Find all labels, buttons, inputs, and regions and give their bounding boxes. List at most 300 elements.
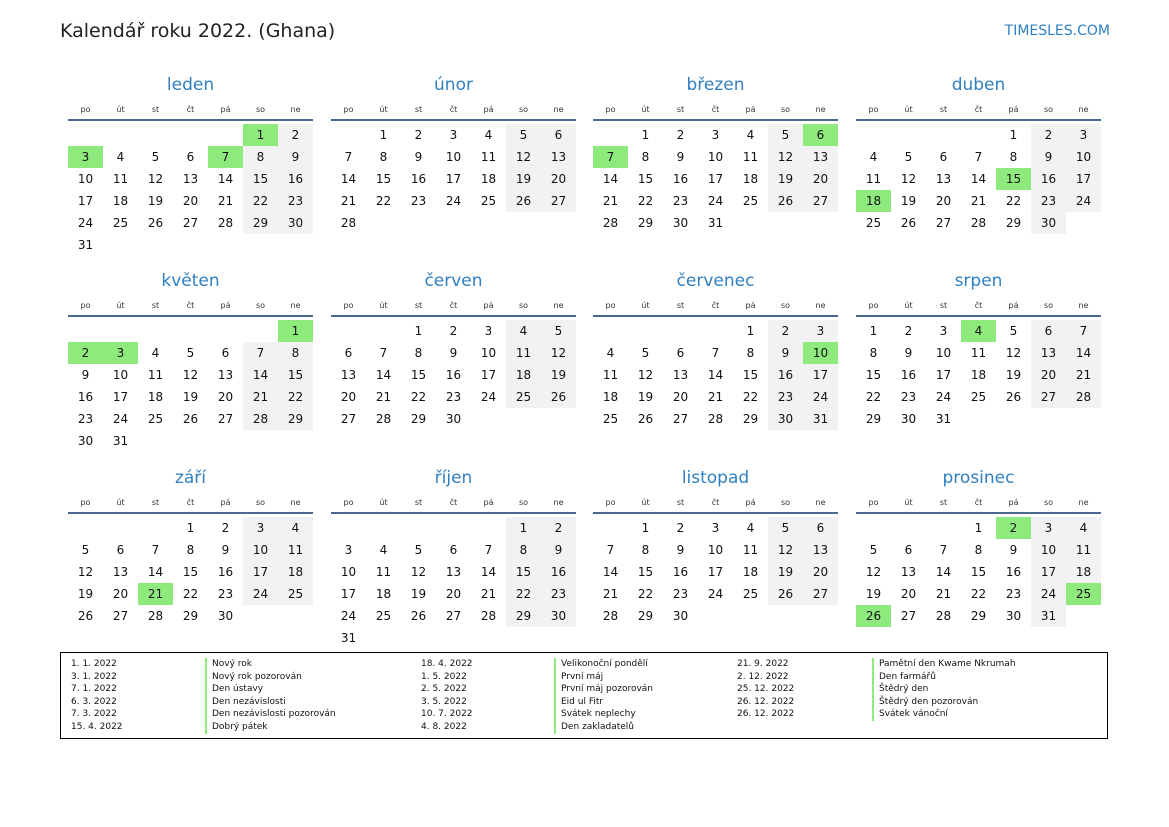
weekday-label: út	[116, 497, 125, 507]
weekday-label: so	[780, 497, 791, 507]
day-cell: 30	[672, 609, 689, 623]
day-cell: 14	[375, 368, 392, 382]
day-cell: 9	[449, 346, 458, 360]
day-cell: 2	[541, 517, 576, 539]
holiday-name: Štědrý den pozorován	[872, 696, 1016, 709]
holiday-date: 26. 12. 2022	[737, 709, 795, 720]
day-cell: 8	[506, 539, 541, 561]
holiday-name: Den nezávislosti pozorován	[205, 708, 336, 721]
day-cell: 19	[147, 194, 164, 208]
header-divider	[331, 512, 576, 514]
weekday-label: so	[255, 497, 266, 507]
weekday-label: po	[868, 300, 879, 310]
day-cell: 9	[221, 543, 230, 557]
day-cell: 8	[974, 543, 983, 557]
legend-names-column	[554, 658, 653, 734]
weekday-label: pá	[220, 300, 231, 310]
day-cell: 11	[112, 172, 129, 186]
day-cell: 27	[445, 609, 462, 623]
day-cell: 8	[414, 346, 423, 360]
empty-cell	[68, 124, 103, 146]
holiday-day-cell: 1	[243, 124, 278, 146]
holiday-day-cell: 15	[996, 168, 1031, 190]
day-cell: 30	[768, 408, 803, 430]
weekday-header	[856, 100, 1101, 118]
day-cell: 30	[1005, 609, 1022, 623]
weekday-label: ne	[815, 300, 826, 310]
day-cell: 19	[410, 587, 427, 601]
day-cell: 10	[77, 172, 94, 186]
day-cell: 3	[1031, 517, 1066, 539]
day-grid	[331, 320, 576, 430]
day-cell: 31	[112, 434, 129, 448]
legend-dates-column	[71, 658, 123, 734]
day-cell: 23	[77, 412, 94, 426]
day-cell: 4	[869, 150, 878, 164]
day-cell: 27	[340, 412, 357, 426]
month-listopad	[593, 463, 838, 627]
day-cell: 14	[602, 565, 619, 579]
day-cell: 16	[1005, 565, 1022, 579]
day-cell: 10	[243, 539, 278, 561]
weekday-label: ne	[553, 300, 564, 310]
day-cell: 2	[904, 324, 913, 338]
day-cell: 3	[711, 128, 720, 142]
holiday-name: Svátek neplechy	[554, 708, 653, 721]
day-cell: 10	[707, 150, 724, 164]
day-cell: 13	[1031, 342, 1066, 364]
day-cell: 28	[147, 609, 164, 623]
empty-cell	[856, 124, 891, 146]
day-cell: 11	[480, 150, 497, 164]
weekday-label: st	[939, 300, 948, 310]
day-cell: 31	[707, 216, 724, 230]
day-cell: 6	[221, 346, 230, 360]
empty-cell	[138, 320, 173, 342]
holiday-name: Velikonoční pondělí	[554, 658, 653, 671]
holiday-day-cell: 2	[68, 342, 103, 364]
empty-cell	[331, 124, 366, 146]
day-cell: 4	[746, 128, 755, 142]
day-cell: 18	[1066, 561, 1101, 583]
empty-cell	[401, 517, 436, 539]
header-divider	[856, 512, 1101, 514]
holiday-day-cell: 10	[803, 342, 838, 364]
day-cell: 26	[900, 216, 917, 230]
holiday-date: 25. 12. 2022	[737, 684, 795, 695]
weekday-label: ne	[1078, 104, 1089, 114]
day-cell: 14	[243, 364, 278, 386]
holiday-date: 2. 12. 2022	[737, 671, 789, 682]
day-cell: 23	[900, 390, 917, 404]
holiday-date: 2. 5. 2022	[421, 684, 467, 695]
day-cell: 13	[112, 565, 129, 579]
day-cell: 15	[243, 168, 278, 190]
weekday-label: po	[343, 300, 354, 310]
weekday-label: pá	[1008, 497, 1019, 507]
weekday-label: po	[605, 300, 616, 310]
day-cell: 14	[480, 565, 497, 579]
day-cell: 27	[900, 609, 917, 623]
weekday-label: pá	[745, 104, 756, 114]
day-cell: 8	[869, 346, 878, 360]
day-cell: 7	[379, 346, 388, 360]
day-cell: 28	[480, 609, 497, 623]
day-cell: 6	[803, 517, 838, 539]
day-cell: 18	[970, 368, 987, 382]
day-cell: 24	[340, 609, 357, 623]
empty-cell	[68, 517, 103, 539]
day-cell: 13	[900, 565, 917, 579]
month-name: červen	[424, 271, 483, 291]
month-říjen	[331, 463, 576, 649]
weekday-header	[593, 100, 838, 118]
day-cell: 4	[506, 320, 541, 342]
holiday-date: 3. 1. 2022	[71, 671, 117, 682]
day-cell: 16	[77, 390, 94, 404]
month-leden	[68, 70, 313, 256]
day-cell: 20	[803, 561, 838, 583]
holiday-date: 26. 12. 2022	[737, 696, 795, 707]
day-cell: 7	[974, 150, 983, 164]
month-květen	[68, 266, 313, 452]
day-cell: 30	[77, 434, 94, 448]
day-cell: 15	[865, 368, 882, 382]
day-cell: 20	[182, 194, 199, 208]
day-grid	[856, 320, 1101, 430]
holiday-day-cell: 2	[996, 517, 1031, 539]
holiday-name: Den nezávislosti	[205, 696, 336, 709]
weekday-label: po	[605, 497, 616, 507]
weekday-label: po	[868, 104, 879, 114]
day-cell: 22	[865, 390, 882, 404]
day-cell: 5	[768, 124, 803, 146]
day-cell: 24	[707, 587, 724, 601]
day-cell: 18	[480, 172, 497, 186]
weekday-label: pá	[1008, 104, 1019, 114]
holiday-name: Dobrý pátek	[205, 721, 336, 734]
day-cell: 12	[768, 146, 803, 168]
day-grid	[593, 320, 838, 430]
weekday-label: ne	[1078, 497, 1089, 507]
legend-names-column	[872, 658, 1016, 721]
month-name: listopad	[681, 468, 750, 488]
month-červenec	[593, 266, 838, 430]
holiday-date: 15. 4. 2022	[71, 721, 123, 732]
holiday-day-cell: 7	[208, 146, 243, 168]
day-cell: 11	[742, 543, 759, 557]
month-červen	[331, 266, 576, 430]
empty-cell	[891, 124, 926, 146]
holiday-date: 1. 5. 2022	[421, 671, 467, 682]
day-cell: 9	[81, 368, 90, 382]
holiday-name: Eid ul Fitr	[554, 696, 653, 709]
day-cell: 3	[344, 543, 353, 557]
day-cell: 22	[970, 587, 987, 601]
holiday-name: Pamětní den Kwame Nkrumah	[872, 658, 1016, 671]
day-cell: 2	[221, 521, 230, 535]
weekday-label: čt	[449, 300, 458, 310]
day-cell: 17	[243, 561, 278, 583]
day-cell: 21	[935, 587, 952, 601]
legend-names-column	[205, 658, 336, 734]
day-cell: 23	[445, 390, 462, 404]
day-cell: 19	[1005, 368, 1022, 382]
day-cell: 11	[147, 368, 164, 382]
day-cell: 12	[1005, 346, 1022, 360]
day-cell: 29	[410, 412, 427, 426]
month-name: červenec	[676, 271, 755, 291]
day-cell: 25	[970, 390, 987, 404]
day-cell: 17	[77, 194, 94, 208]
holiday-date: 1. 1. 2022	[71, 659, 117, 669]
empty-cell	[593, 517, 628, 539]
day-cell: 20	[1031, 364, 1066, 386]
day-cell: 16	[672, 172, 689, 186]
day-cell: 18	[742, 172, 759, 186]
day-cell: 12	[541, 342, 576, 364]
day-cell: 11	[375, 565, 392, 579]
holiday-name: Nový rok	[205, 658, 336, 671]
day-cell: 1	[641, 128, 650, 142]
day-cell: 23	[278, 190, 313, 212]
holiday-name: První máj	[554, 671, 653, 684]
day-cell: 26	[637, 412, 654, 426]
weekday-label: po	[605, 104, 616, 114]
day-cell: 11	[970, 346, 987, 360]
holiday-day-cell: 3	[68, 146, 103, 168]
empty-cell	[103, 517, 138, 539]
day-cell: 24	[1066, 190, 1101, 212]
day-cell: 1	[974, 521, 983, 535]
day-cell: 5	[81, 543, 90, 557]
holiday-date: 3. 5. 2022	[421, 696, 467, 707]
day-cell: 26	[768, 583, 803, 605]
weekday-label: st	[414, 300, 423, 310]
day-cell: 10	[340, 565, 357, 579]
day-cell: 20	[935, 194, 952, 208]
day-cell: 21	[707, 390, 724, 404]
weekday-label: čt	[186, 300, 195, 310]
weekday-label: pá	[220, 104, 231, 114]
holiday-name: Den ústavy	[205, 683, 336, 696]
day-cell: 18	[112, 194, 129, 208]
day-cell: 15	[970, 565, 987, 579]
day-cell: 1	[506, 517, 541, 539]
day-cell: 10	[935, 346, 952, 360]
day-grid	[68, 124, 313, 256]
day-cell: 29	[637, 216, 654, 230]
day-cell: 23	[672, 194, 689, 208]
holiday-day-cell: 7	[593, 146, 628, 168]
day-cell: 7	[1066, 320, 1101, 342]
day-cell: 22	[278, 386, 313, 408]
day-cell: 17	[1031, 561, 1066, 583]
day-cell: 21	[340, 194, 357, 208]
day-cell: 29	[742, 412, 759, 426]
weekday-label: so	[518, 497, 529, 507]
day-cell: 1	[1009, 128, 1018, 142]
header-divider	[331, 315, 576, 317]
day-cell: 17	[480, 368, 497, 382]
day-cell: 31	[340, 631, 357, 645]
day-cell: 18	[506, 364, 541, 386]
day-cell: 7	[151, 543, 160, 557]
day-cell: 14	[1066, 342, 1101, 364]
weekday-label: pá	[1008, 300, 1019, 310]
day-cell: 2	[676, 521, 685, 535]
empty-cell	[593, 320, 628, 342]
day-cell: 22	[506, 583, 541, 605]
day-cell: 9	[541, 539, 576, 561]
weekday-label: so	[255, 104, 266, 114]
day-cell: 4	[606, 346, 615, 360]
day-cell: 23	[1005, 587, 1022, 601]
day-cell: 3	[243, 517, 278, 539]
empty-cell	[593, 124, 628, 146]
day-cell: 16	[541, 561, 576, 583]
weekday-label: čt	[449, 497, 458, 507]
day-cell: 31	[935, 412, 952, 426]
weekday-label: so	[780, 104, 791, 114]
day-cell: 27	[541, 190, 576, 212]
empty-cell	[856, 517, 891, 539]
day-cell: 18	[278, 561, 313, 583]
day-cell: 5	[1009, 324, 1018, 338]
day-cell: 23	[672, 587, 689, 601]
holiday-day-cell: 6	[803, 124, 838, 146]
day-cell: 28	[970, 216, 987, 230]
day-cell: 17	[803, 364, 838, 386]
empty-cell	[366, 517, 401, 539]
day-cell: 12	[900, 172, 917, 186]
empty-cell	[961, 124, 996, 146]
month-name: říjen	[434, 468, 473, 488]
weekday-label: čt	[974, 300, 983, 310]
day-cell: 19	[182, 390, 199, 404]
day-cell: 28	[602, 216, 619, 230]
day-cell: 6	[344, 346, 353, 360]
day-cell: 13	[541, 146, 576, 168]
day-cell: 19	[637, 390, 654, 404]
day-cell: 4	[1066, 517, 1101, 539]
day-cell: 17	[707, 565, 724, 579]
weekday-label: po	[343, 497, 354, 507]
day-cell: 5	[904, 150, 913, 164]
day-cell: 20	[217, 390, 234, 404]
weekday-label: st	[676, 300, 685, 310]
day-cell: 7	[939, 543, 948, 557]
empty-cell	[243, 320, 278, 342]
day-cell: 9	[414, 150, 423, 164]
day-cell: 11	[602, 368, 619, 382]
day-cell: 18	[602, 390, 619, 404]
month-únor	[331, 70, 576, 234]
day-cell: 16	[768, 364, 803, 386]
holiday-day-cell: 21	[138, 583, 173, 605]
day-cell: 29	[182, 609, 199, 623]
day-cell: 20	[672, 390, 689, 404]
weekday-label: čt	[186, 497, 195, 507]
day-cell: 13	[803, 539, 838, 561]
day-cell: 17	[112, 390, 129, 404]
day-cell: 28	[1066, 386, 1101, 408]
day-cell: 2	[676, 128, 685, 142]
day-cell: 31	[1031, 605, 1066, 627]
day-grid	[68, 320, 313, 452]
day-cell: 18	[375, 587, 392, 601]
day-cell: 12	[506, 146, 541, 168]
month-září	[68, 463, 313, 627]
holiday-date: 18. 4. 2022	[421, 659, 473, 669]
day-grid	[593, 517, 838, 627]
day-cell: 26	[506, 190, 541, 212]
day-cell: 21	[480, 587, 497, 601]
day-cell: 26	[182, 412, 199, 426]
day-cell: 12	[410, 565, 427, 579]
weekday-label: pá	[745, 300, 756, 310]
day-cell: 30	[278, 212, 313, 234]
empty-cell	[436, 517, 471, 539]
legend-dates-column	[737, 658, 794, 721]
weekday-label: pá	[483, 300, 494, 310]
day-cell: 21	[970, 194, 987, 208]
day-cell: 20	[445, 587, 462, 601]
day-cell: 16	[410, 172, 427, 186]
day-cell: 28	[243, 408, 278, 430]
weekday-label: čt	[711, 497, 720, 507]
month-name: prosinec	[942, 468, 1015, 488]
weekday-label: út	[641, 300, 650, 310]
day-cell: 23	[1031, 190, 1066, 212]
day-cell: 1	[869, 324, 878, 338]
day-cell: 22	[182, 587, 199, 601]
day-cell: 22	[375, 194, 392, 208]
day-cell: 15	[637, 565, 654, 579]
empty-cell	[331, 320, 366, 342]
day-cell: 26	[147, 216, 164, 230]
weekday-label: čt	[711, 300, 720, 310]
empty-cell	[663, 320, 698, 342]
weekday-label: po	[343, 104, 354, 114]
day-cell: 9	[278, 146, 313, 168]
day-cell: 21	[602, 587, 619, 601]
holiday-date: 10. 7. 2022	[421, 709, 473, 720]
empty-cell	[138, 517, 173, 539]
day-cell: 20	[340, 390, 357, 404]
weekday-label: po	[80, 104, 91, 114]
empty-cell	[138, 124, 173, 146]
day-cell: 14	[147, 565, 164, 579]
day-cell: 24	[480, 390, 497, 404]
day-cell: 11	[742, 150, 759, 164]
site-link[interactable]: TIMESLES.COM	[1004, 23, 1110, 39]
day-cell: 15	[375, 172, 392, 186]
day-cell: 10	[1066, 146, 1101, 168]
holiday-name: Svátek vánoční	[872, 708, 1016, 721]
holiday-legend	[60, 652, 1108, 739]
holiday-day-cell: 25	[1066, 583, 1101, 605]
day-cell: 10	[445, 150, 462, 164]
header-divider	[593, 512, 838, 514]
weekday-header	[68, 493, 313, 511]
day-cell: 11	[278, 539, 313, 561]
day-cell: 26	[77, 609, 94, 623]
holiday-date: 21. 9. 2022	[737, 659, 789, 669]
weekday-label: út	[641, 497, 650, 507]
weekday-label: čt	[974, 104, 983, 114]
holiday-day-cell: 1	[278, 320, 313, 342]
